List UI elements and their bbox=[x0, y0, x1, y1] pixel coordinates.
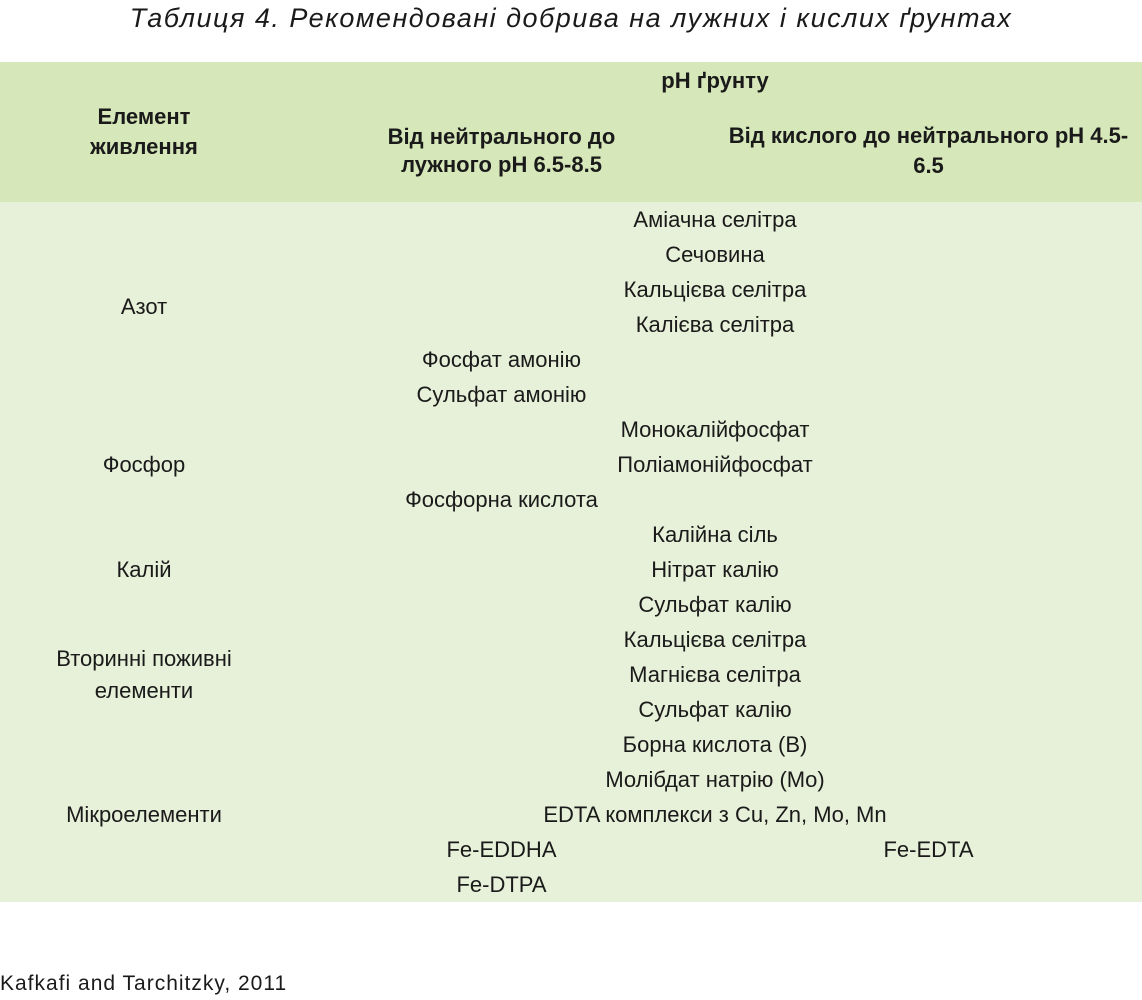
group-name-cell bbox=[0, 517, 288, 622]
fertilizer-table bbox=[0, 62, 1142, 902]
table-row bbox=[0, 727, 1142, 762]
fertilizer-alkaline: Fe-DTPA bbox=[288, 867, 715, 902]
table-body bbox=[0, 202, 1142, 902]
fertilizer-both: Сульфат калію bbox=[288, 587, 1142, 622]
fertilizer-both: Молібдат натрію (Mo) bbox=[288, 762, 1142, 797]
table-row bbox=[0, 517, 1142, 552]
group-name: Фосфор bbox=[102, 451, 186, 477]
fertilizer-acidic bbox=[715, 867, 1142, 902]
header-element-label: Елемент живлення bbox=[90, 104, 198, 159]
fertilizer-both: Поліамонійфосфат bbox=[288, 447, 1142, 482]
group-name: Калій bbox=[116, 556, 172, 582]
header-acidic-label: Від кислого до нейтрального pH 4.5-6.5 bbox=[728, 122, 1129, 178]
fertilizer-acidic: Fe-EDTA bbox=[715, 832, 1142, 867]
fertilizer-both: Сечовина bbox=[288, 237, 1142, 272]
table-caption: Таблиця 4. Рекомендовані добрива на лужних і кислих ґрунтах bbox=[129, 3, 1013, 33]
header-acidic bbox=[715, 100, 1142, 202]
fertilizer-both: Кальцієва селітра bbox=[288, 622, 1142, 657]
fertilizer-acidic bbox=[715, 342, 1142, 377]
fertilizer-alkaline: Fe-EDDHA bbox=[288, 832, 715, 867]
table-row bbox=[0, 622, 1142, 657]
header-alkaline-label: Від нейтрального до лужного pH 6.5-8.5 bbox=[387, 123, 616, 177]
group-name: Мікроелементи bbox=[66, 801, 222, 827]
group-name: Азот bbox=[120, 294, 168, 319]
fertilizer-both: Нітрат калію bbox=[288, 552, 1142, 587]
header-element bbox=[0, 62, 288, 202]
fertilizer-acidic bbox=[715, 482, 1142, 517]
group-name-cell bbox=[0, 412, 288, 517]
group-name-cell bbox=[0, 202, 288, 412]
table-header bbox=[0, 62, 1142, 202]
fertilizer-both: EDTA комплекси з Cu, Zn, Mo, Mn bbox=[288, 797, 1142, 832]
fertilizer-alkaline: Фосфорна кислота bbox=[288, 482, 715, 517]
group-name: Вторинні поживні елементи bbox=[56, 645, 232, 703]
fertilizer-both: Сульфат калію bbox=[288, 692, 1142, 727]
source-note: Kafkafi and Tarchitzky, 2011 bbox=[0, 972, 288, 995]
fertilizer-alkaline: Сульфат амонію bbox=[288, 377, 715, 412]
table-row bbox=[0, 202, 1142, 237]
fertilizer-acidic bbox=[715, 377, 1142, 412]
header-ph: pH ґрунту bbox=[288, 62, 1142, 100]
fertilizer-alkaline: Фосфат амонію bbox=[288, 342, 715, 377]
fertilizer-both: Калієва селітра bbox=[288, 307, 1142, 342]
fertilizer-both: Магнієва селітра bbox=[288, 657, 1142, 692]
table-row bbox=[0, 412, 1142, 447]
fertilizer-both: Кальцієва селітра bbox=[288, 272, 1142, 307]
group-name-cell bbox=[0, 622, 288, 727]
fertilizer-both: Монокалійфосфат bbox=[288, 412, 1142, 447]
fertilizer-both: Борна кислота (B) bbox=[288, 727, 1142, 762]
group-name-cell bbox=[0, 727, 288, 902]
fertilizer-both: Аміачна селітра bbox=[288, 202, 1142, 237]
fertilizer-both: Калійна сіль bbox=[288, 517, 1142, 552]
header-alkaline bbox=[288, 100, 715, 202]
